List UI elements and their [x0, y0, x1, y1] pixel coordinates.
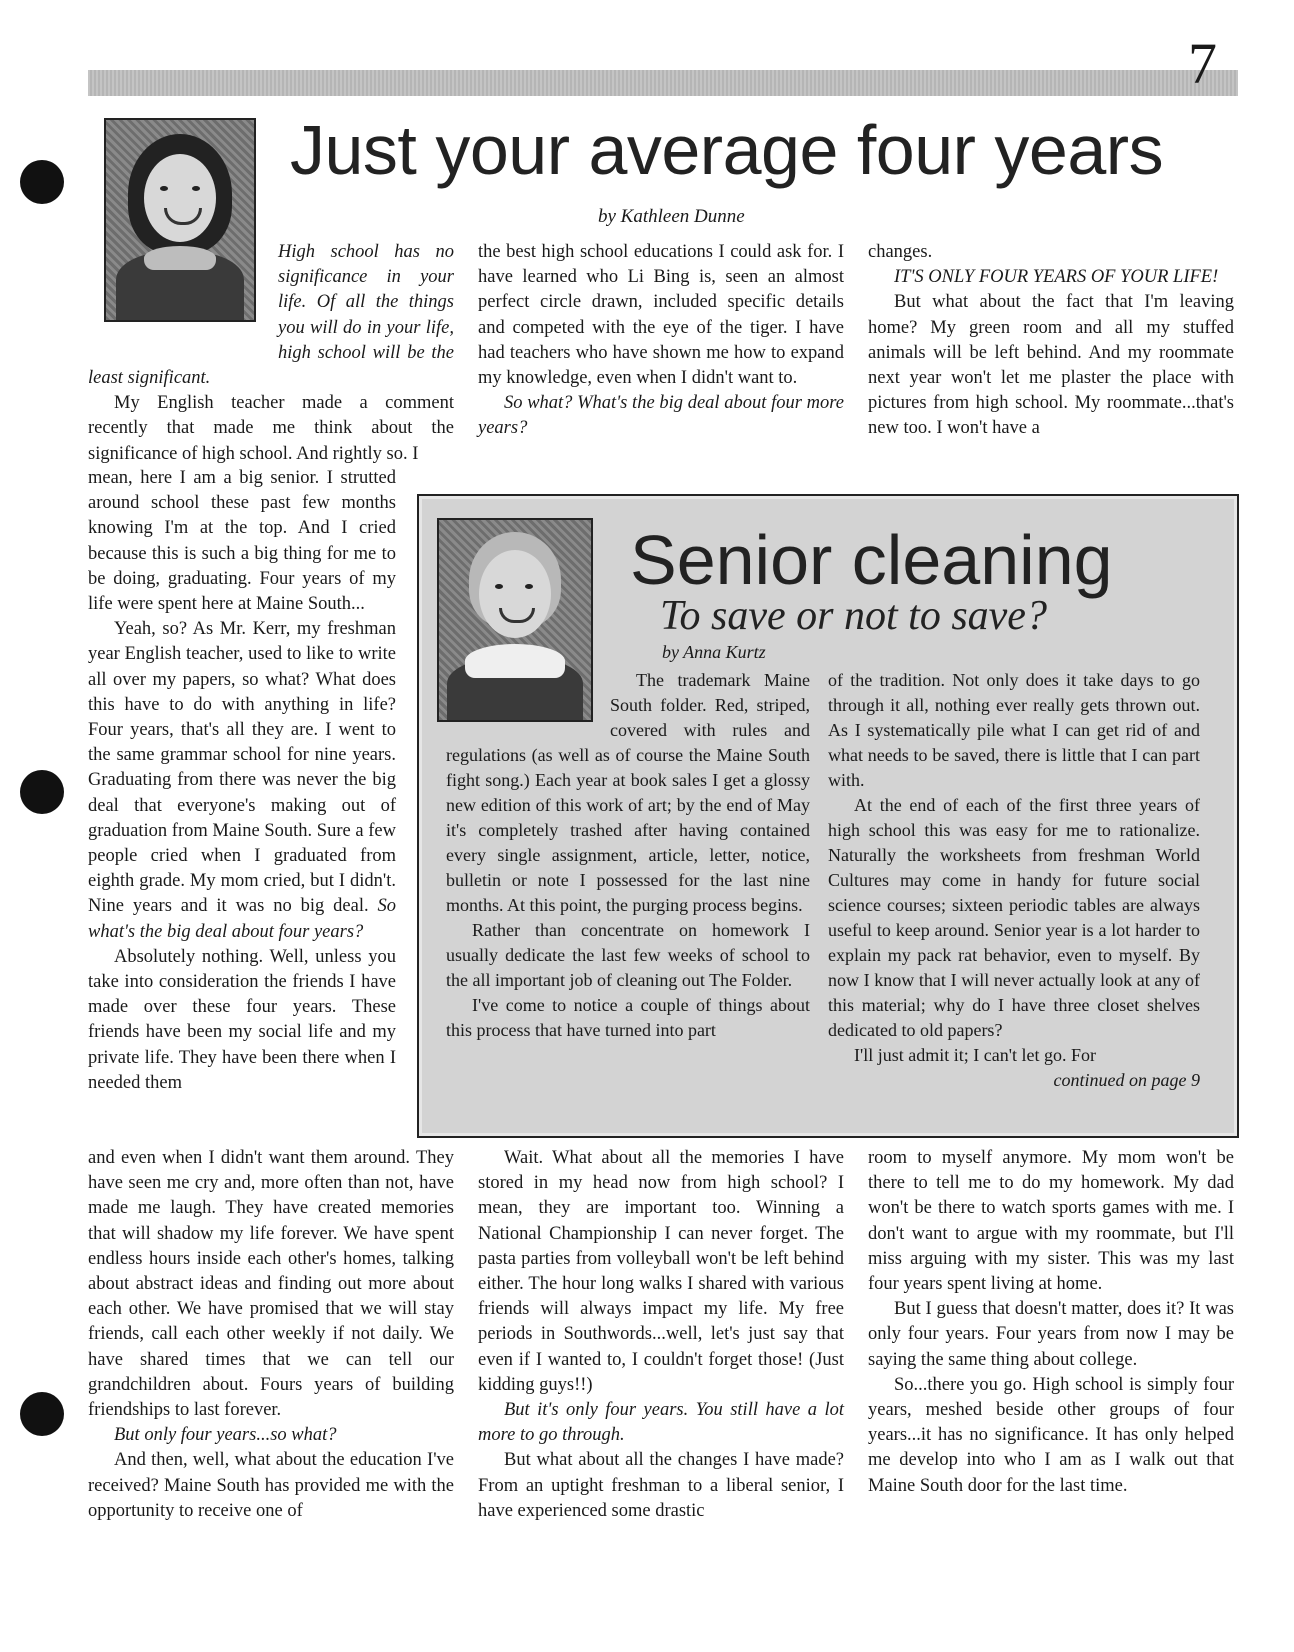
byline: by Kathleen Dunne [598, 206, 745, 227]
article-paragraph: But only four years...so what? [114, 1425, 337, 1446]
article-paragraph: And then, well, what about the education I've received? Maine South has provided me with the opportunity to receive one of [88, 1450, 454, 1521]
article-paragraph: room to myself anymore. My mom won't be there to tell me to do my homework. My dad won't be there to watch sports games with me. I don't want to argue with my roommate, but I'll miss arguing with my sister. This was my last four years spent living at home. [868, 1148, 1234, 1295]
sidebar-paragraph: Rather than concentrate on homework I usually dedicate the last few weeks of school to the all important job of cleaning out The Folder. [446, 920, 810, 990]
col2-top [478, 240, 844, 442]
article-paragraph: So what? What's the big deal about four more years? [478, 393, 844, 439]
article-paragraph: Absolutely nothing. Well, unless you take into consideration the friends I have made over these four years. These friends have been my social life and my private life. They have been there when I needed them [88, 946, 396, 1093]
page-number: 7 [1188, 31, 1217, 96]
col2-bottom [478, 1146, 844, 1524]
article-paragraph: But I guess that doesn't matter, does it? It was only four years. Four years from now I may be saying the same thing about college. [868, 1299, 1234, 1370]
binder-hole-top [20, 160, 64, 204]
sidebar-title: Senior cleaning [630, 521, 1113, 599]
sidebar-byline: by Anna Kurtz [662, 642, 766, 662]
col1-mid [88, 466, 396, 1096]
article-paragraph: and even when I didn't want them around. They have seen me cry and, more often than not, have made me laugh. They have created memories that will shadow my life forever. We have spent endless hours inside each other's homes, talking about abstract ideas and finding out more about each other. We have promised that we will stay friends, call each other weekly if not daily. We have shared times that we can tell our grandchildren about. Fours years of building friendships to last forever. [88, 1148, 454, 1421]
sidebar-col2 [828, 668, 1200, 1093]
article-paragraph: Yeah, so? As Mr. Kerr, my freshman year English teacher, used to like to write all over my papers, so what? What does this have to do with anything in life? Four years, that's all they are. I went to the same grammar school for nine years. Graduating from there was never the big deal that everyone's making out of graduation from Maine South. Sure a few people cried when I graduated from eighth grade. My mom cried, but I didn't. Nine years and it was no big deal. So what's the big deal about four years? [88, 619, 397, 942]
article-paragraph: the best high school educations I could ask for. I have learned who Li Bing is, seen an almost perfect circle drawn, included specific details and competed with the eye of the tiger. I have had teachers who have shown me how to expand my knowledge, even when I didn't want to. [478, 242, 844, 389]
sidebar-subtitle: To save or not to save? [660, 593, 1047, 639]
header-bar [88, 70, 1238, 96]
article-intro: High school has no significance in your life. Of all the things you will do in your life, high school will be the least significant. [88, 242, 454, 389]
sidebar-paragraph: I've come to notice a couple of things about this process that have turned into part [446, 995, 810, 1040]
sidebar-paragraph: The trademark Maine South folder. Red, striped, covered with rules and regulations (as well as of course the Maine South fight song.) Each year at book sales I get a glossy new edition of this work of art; by the end of May it's completely trashed after having contained every single assignment, article, letter, notice, bulletin or note I possessed for the last nine months. At this point, the purging process begins. [446, 670, 810, 915]
article-paragraph: mean, here I am a big senior. I strutted around school these past few months knowing I'm at the top. And I cried because this is such a big thing for me to be doing, graduating. Four years of my life were spent here at Maine South... [88, 468, 396, 615]
article-paragraph: IT'S ONLY FOUR YEARS OF YOUR LIFE! [894, 267, 1219, 288]
binder-hole-middle [20, 770, 64, 814]
article-paragraph: But what about all the changes I have made? From an uptight freshman to a liberal senior, I have experienced some drastic [478, 1450, 844, 1521]
col1-top [88, 240, 454, 467]
sidebar-paragraph: of the tradition. Not only does it take days to go through it all, nothing ever really gets thrown out. As I systematically pile what I can get rid of and what needs to be saved, there is little that I can part with. [828, 670, 1200, 790]
col3-bottom [868, 1146, 1234, 1499]
article-paragraph: Wait. What about all the memories I have stored in my head now from high school? I mean, they are important too. Winning a National Championship I can never forget. The pasta parties from volleyball won't be left behind either. The hour long walks I shared with various friends will always impact my life. My free periods in Southwords...well, let's just say that even if I wanted to, I couldn't forget those! (Just kidding guys!!) [478, 1148, 844, 1395]
article-paragraph: But it's only four years. You still have a lot more to go through. [478, 1400, 844, 1446]
article-paragraph: So...there you go. High school is simply four years, meshed beside other groups of four years...it has no significance. It has only helped me develop into who I am as I walk out that Maine South door for the last time. [868, 1374, 1234, 1496]
col3-top [868, 240, 1234, 442]
sidebar-paragraph: At the end of each of the first three years of high school this was easy for me to rationalize. Naturally the worksheets from freshman World Cultures may come in handy for future social science courses; sixteen periodic tables are always useful to keep around. Senior year is a lot harder to explain my pack rat behavior, even to myself. By now I know that I will never actually look at any of this material; why do I have three closet shelves dedicated to old papers? [828, 795, 1200, 1040]
article-paragraph: My English teacher made a comment recently that made me think about the significance of high school. And rightly so. I [88, 393, 454, 464]
sidebar-paragraph: I'll just admit it; I can't let go. For [854, 1045, 1096, 1065]
sidebar-col1 [446, 668, 810, 1043]
article-paragraph: changes. [868, 242, 933, 262]
article-paragraph: But what about the fact that I'm leaving home? My green room and all my stuffed animals will be left behind. And my roommate next year won't let me plaster the place with pictures from high school. My roommate...that's new too. I won't have a [868, 292, 1234, 439]
col1-bottom [88, 1146, 454, 1524]
headline: Just your average four years [290, 111, 1164, 189]
continued-note: continued on page 9 [1053, 1070, 1200, 1090]
binder-hole-bottom [20, 1392, 64, 1436]
